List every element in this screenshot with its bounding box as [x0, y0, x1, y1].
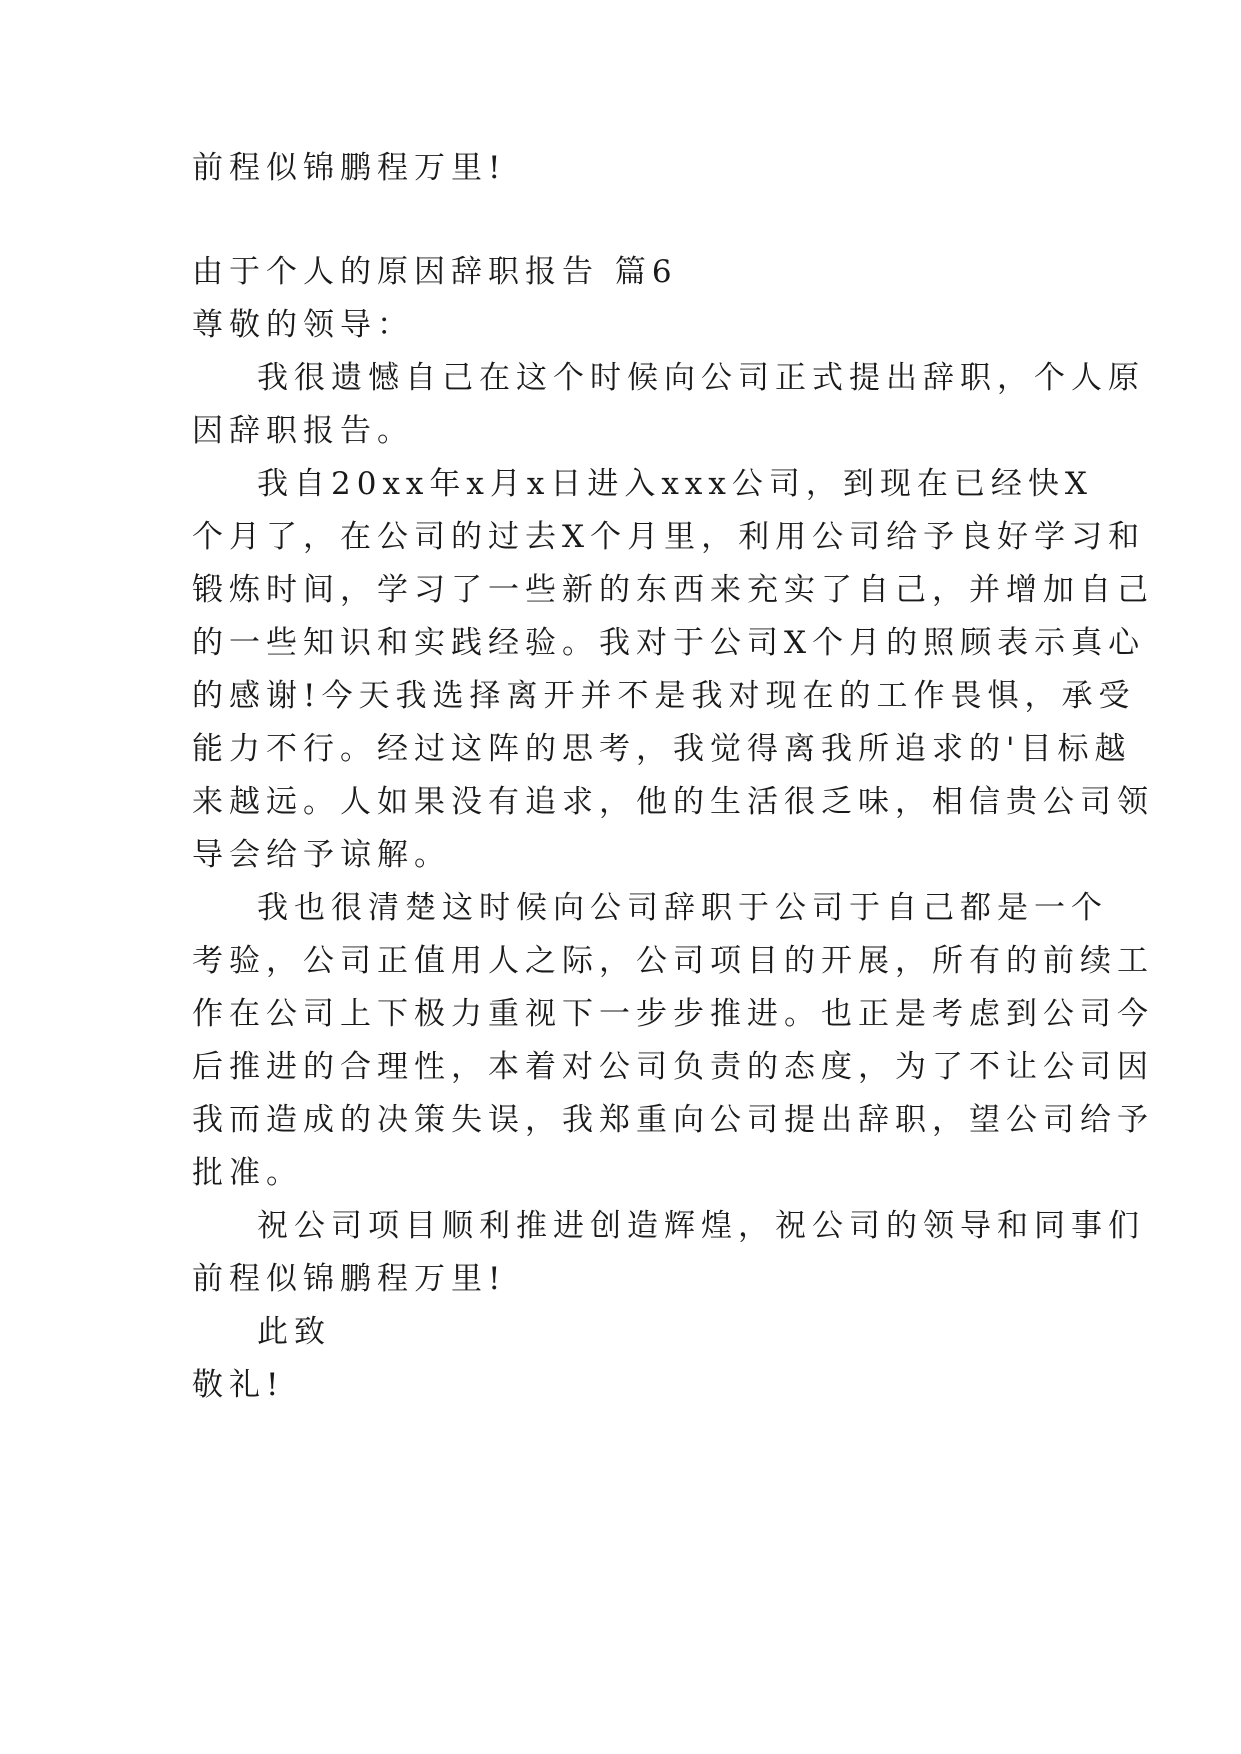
paragraph-4-line-1: 祝公司项目顺利推进创造辉煌，祝公司的领导和同事们: [257, 1208, 1145, 1244]
paragraph-2-line-5: 的感谢!今天我选择离开并不是我对现在的工作畏惧，承受: [192, 678, 1136, 714]
paragraph-2-line-6: 能力不行。经过这阵的思考，我觉得离我所追求的'目标越: [192, 731, 1132, 767]
paragraph-2-line-8: 导会给予谅解。: [192, 837, 451, 873]
closing-line-2: 敬礼!: [192, 1367, 285, 1403]
paragraph-1-line-1: 我很遗憾自己在这个时候向公司正式提出辞职，个人原: [257, 360, 1145, 396]
paragraph-2-line-2: 个月了，在公司的过去X个月里，利用公司给予良好学习和: [192, 519, 1146, 555]
paragraph-2-line-4: 的一些知识和实践经验。我对于公司X个月的照顾表示真心: [192, 625, 1146, 661]
closing-line-1: 此致: [257, 1314, 331, 1350]
top-line: 前程似锦鹏程万里!: [192, 150, 507, 186]
report-heading: 由于个人的原因辞职报告 篇6: [192, 254, 678, 290]
paragraph-3-line-2: 考验，公司正值用人之际，公司项目的开展，所有的前续工: [192, 943, 1154, 979]
paragraph-2-line-7: 来越远。人如果没有追求，他的生活很乏味，相信贵公司领: [192, 784, 1154, 820]
salutation: 尊敬的领导：: [192, 307, 414, 343]
paragraph-3-line-5: 我而造成的决策失误，我郑重向公司提出辞职，望公司给予: [192, 1102, 1154, 1138]
paragraph-3-line-6: 批准。: [192, 1155, 303, 1191]
paragraph-4-line-2: 前程似锦鹏程万里!: [192, 1261, 507, 1297]
paragraph-2-line-1: 我自20xx年x月x日进入xxx公司，到现在已经快X: [257, 466, 1093, 502]
paragraph-3-line-3: 作在公司上下极力重视下一步步推进。也正是考虑到公司今: [192, 996, 1154, 1032]
paragraph-3-line-1: 我也很清楚这时候向公司辞职于公司于自己都是一个: [257, 890, 1108, 926]
paragraph-1-line-2: 因辞职报告。: [192, 413, 414, 449]
paragraph-2-line-3: 锻炼时间，学习了一些新的东西来充实了自己，并增加自己: [192, 572, 1154, 608]
paragraph-3-line-4: 后推进的合理性，本着对公司负责的态度，为了不让公司因: [192, 1049, 1154, 1085]
